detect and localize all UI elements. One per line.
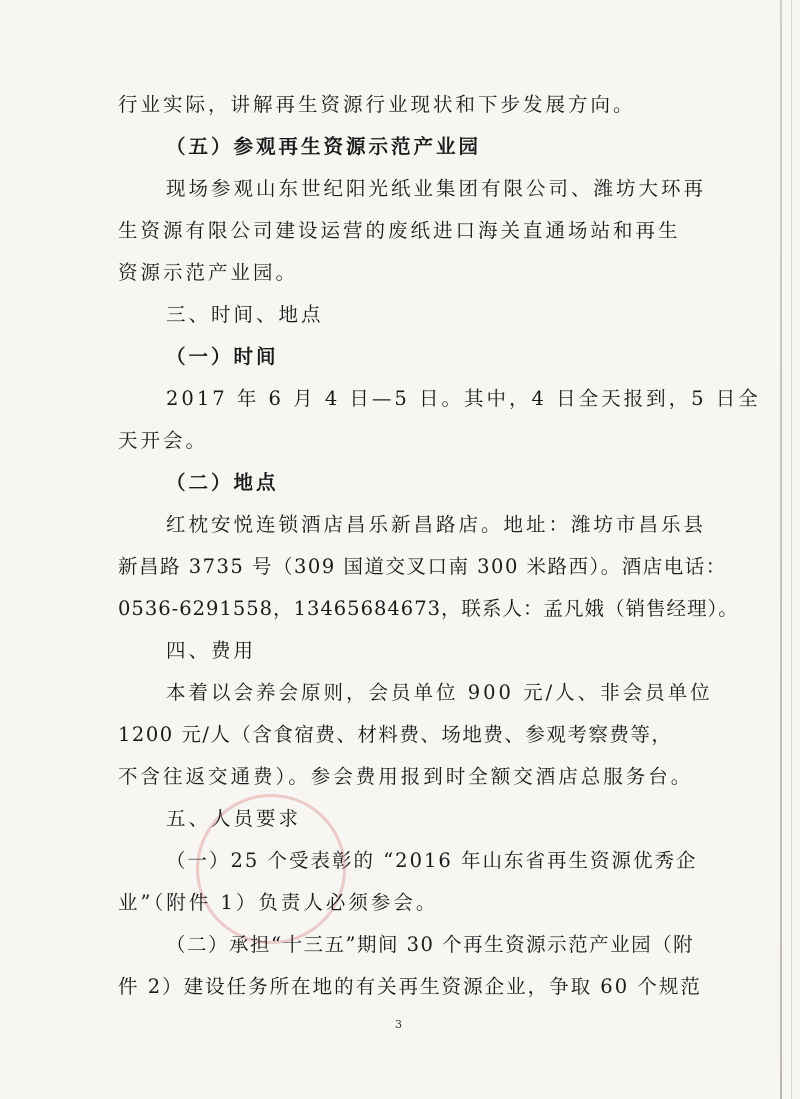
section-heading: 五、人员要求 xyxy=(166,807,302,830)
body-text-line: 2017 年 6 月 4 日—5 日。其中，4 日全天报到，5 日全 xyxy=(166,387,761,410)
body-text-line: 新昌路 3735 号（309 国道交叉口南 300 米路西）。酒店电话： xyxy=(118,555,727,578)
body-text-line: 红枕安悦连锁酒店昌乐新昌路店。地址：潍坊市昌乐县 xyxy=(166,513,707,536)
page-edge-line xyxy=(791,0,792,1099)
body-text-line: （二）承担“十三五”期间 30 个再生资源示范产业园（附 xyxy=(166,933,695,956)
page-edge-shadow xyxy=(780,0,782,1099)
body-text-line: 件 2）建设任务所在地的有关再生资源企业，争取 60 个规范 xyxy=(118,975,702,998)
body-text-line: 1200 元/人（含食宿费、材料费、场地费、参观考察费等， xyxy=(118,723,673,746)
body-text-line: 业”（附件 1）负责人必须参会。 xyxy=(118,891,439,914)
body-text-line: 0536-6291558，13465684673，联系人：孟凡娥（销售经理）。 xyxy=(118,597,739,620)
body-text-line: 本着以会养会原则，会员单位 900 元/人、非会员单位 xyxy=(166,681,713,704)
body-text-line: （一）25 个受表彰的 “2016 年山东省再生资源优秀企 xyxy=(166,849,698,872)
section-heading: 三、时间、地点 xyxy=(166,303,324,326)
section-heading: 四、费用 xyxy=(166,639,257,662)
body-text-line: 资源示范产业园。 xyxy=(118,261,299,284)
body-text-line: 不含往返交通费）。参会费用报到时全额交酒店总服务台。 xyxy=(118,765,694,788)
subsection-heading: （二）地点 xyxy=(166,471,279,494)
body-text-line: 生资源有限公司建设运营的废纸进口海关直通场站和再生 xyxy=(118,219,681,242)
body-text-line: 现场参观山东世纪阳光纸业集团有限公司、潍坊大环再 xyxy=(166,177,707,200)
subsection-heading: （一）时间 xyxy=(166,345,279,368)
section-heading: （五）参观再生资源示范产业园 xyxy=(166,135,482,158)
body-text-line: 天开会。 xyxy=(118,429,209,452)
body-text-line: 行业实际，讲解再生资源行业现状和下步发展方向。 xyxy=(118,93,636,116)
page-number: 3 xyxy=(395,1018,402,1031)
